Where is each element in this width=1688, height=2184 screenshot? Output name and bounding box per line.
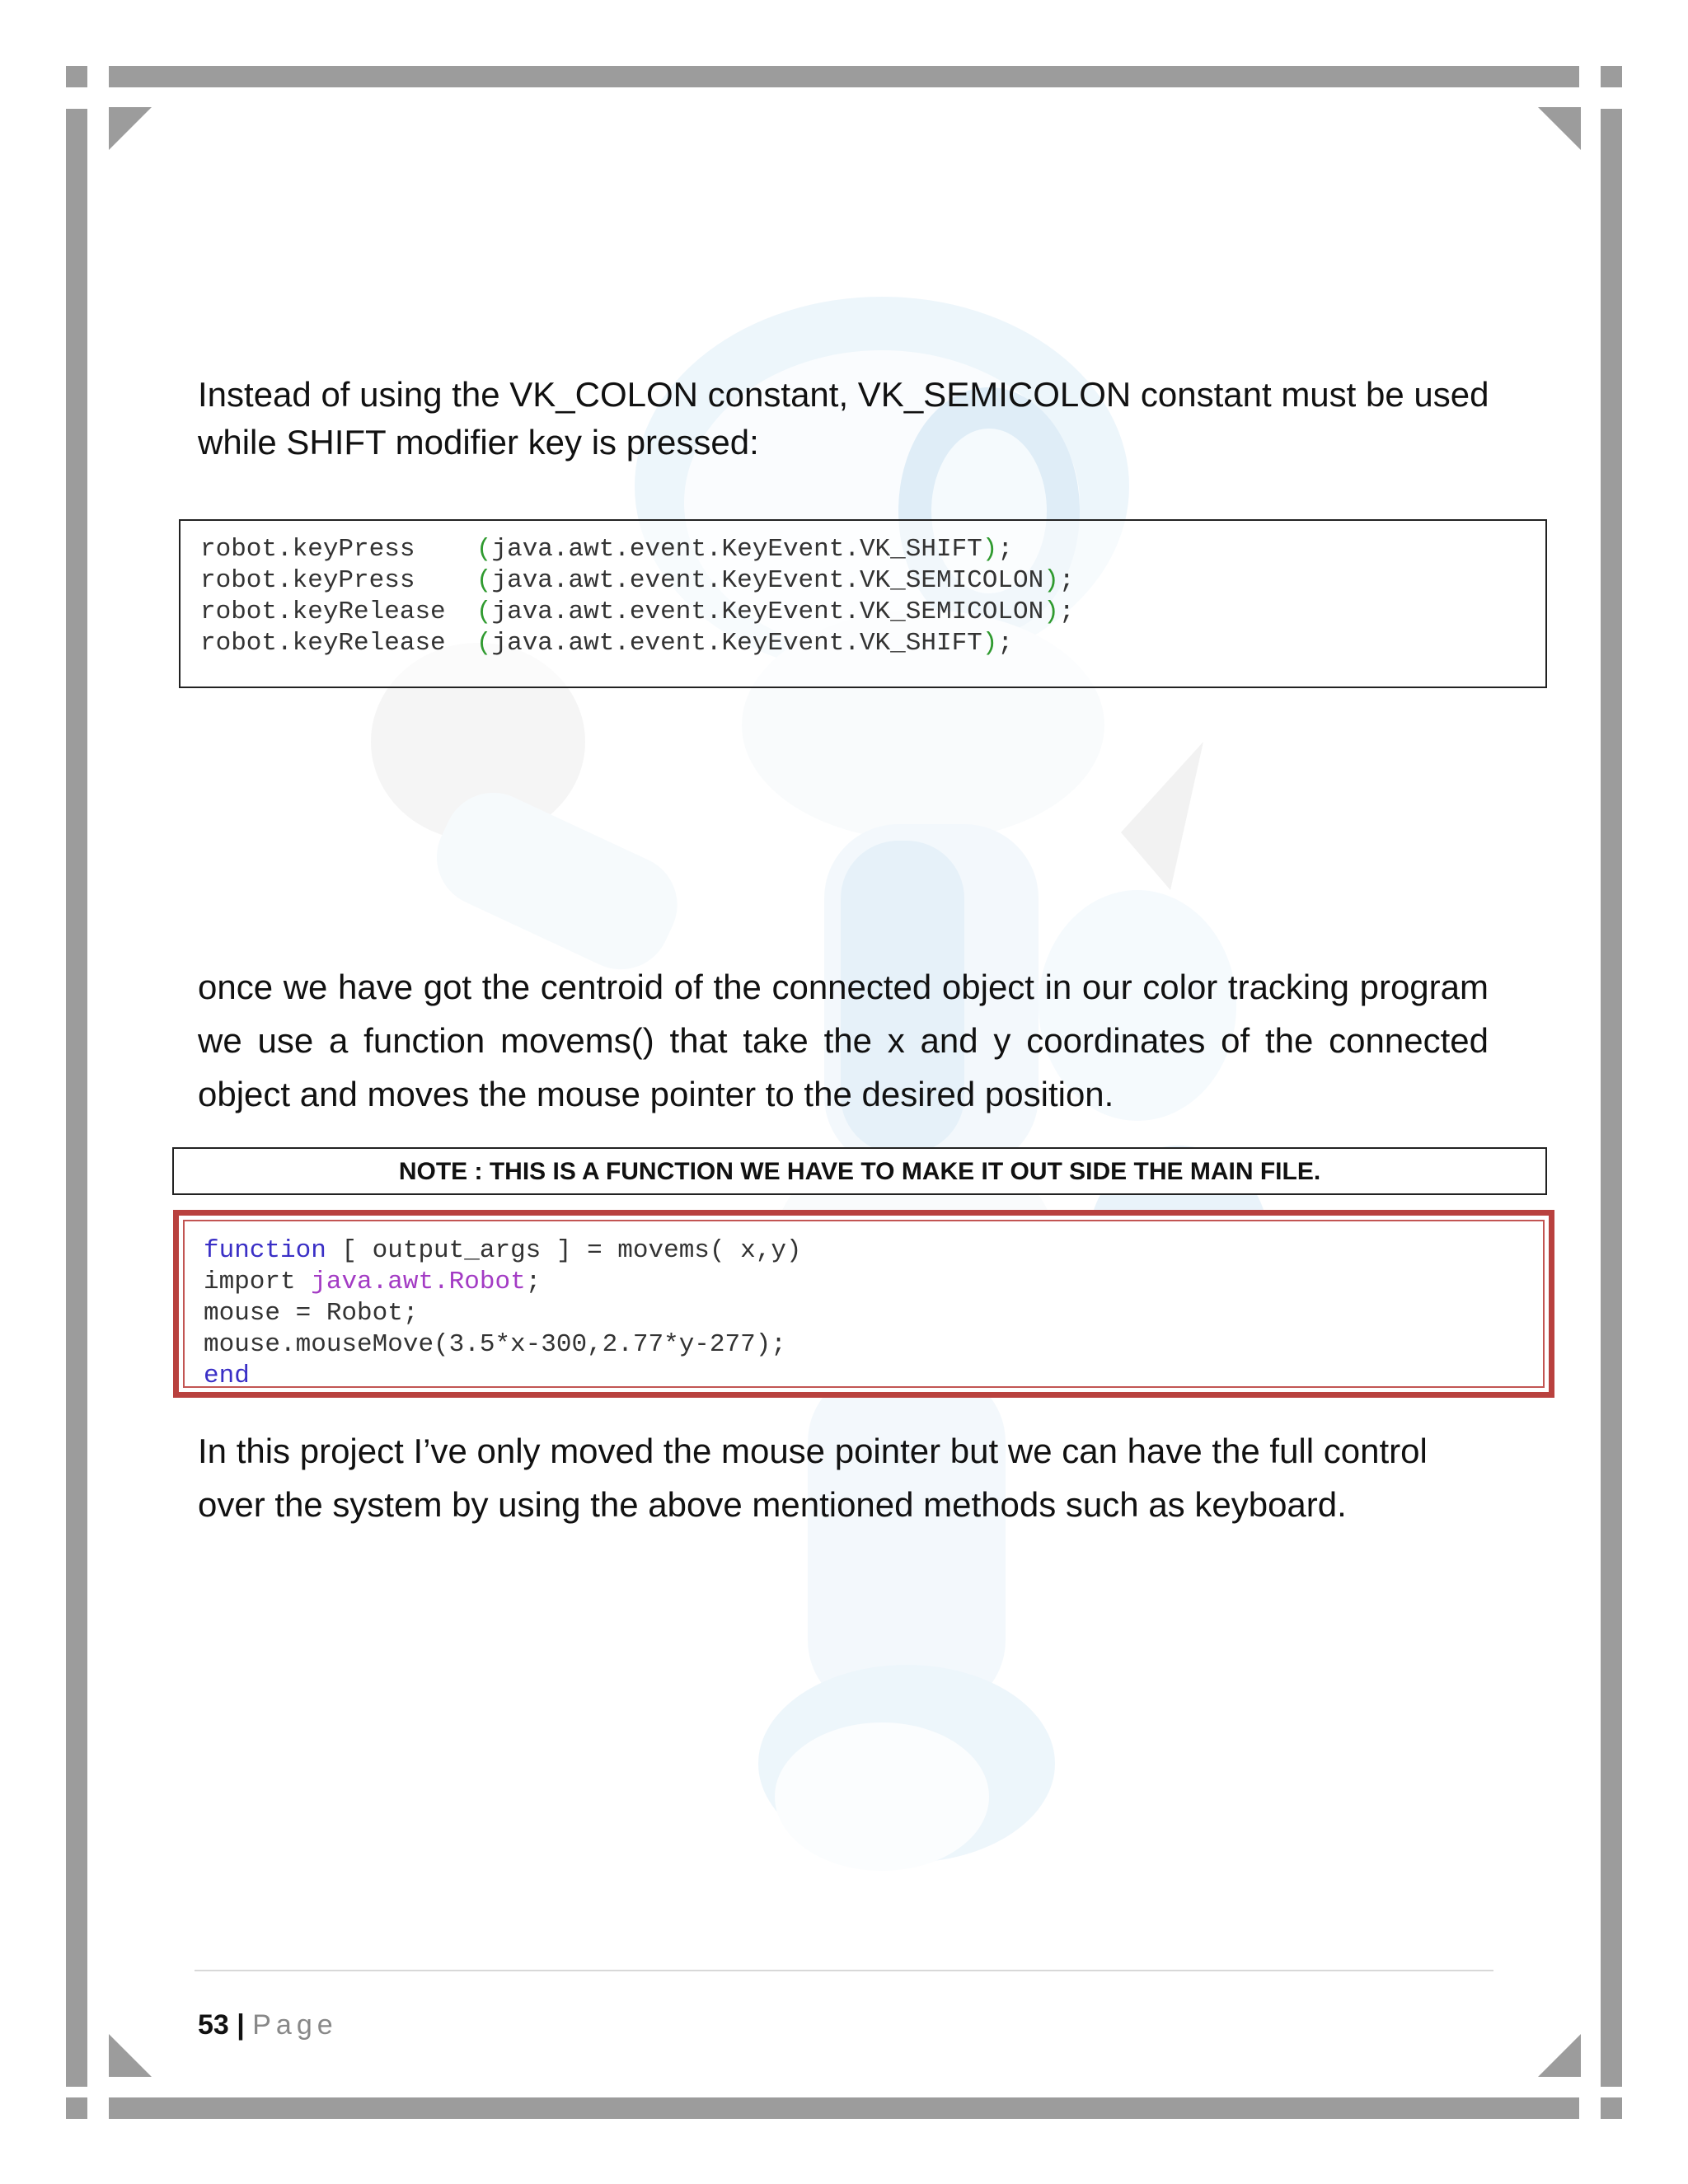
footer-rule — [195, 1970, 1493, 1971]
code-arg: java.awt.event.KeyEvent.VK_SHIFT — [491, 629, 982, 658]
code-line — [204, 1267, 802, 1298]
frame-left-bar — [66, 109, 87, 2087]
function-code-text — [204, 1235, 802, 1392]
conclusion-paragraph: In this project I’ve only moved the mouse pointer but we can have the full control over the system by using the above mentioned methods such as keyboard. — [198, 1432, 1428, 1524]
code-line — [204, 1235, 802, 1267]
paren-close: ) — [1043, 566, 1059, 595]
code-arg: java.awt.event.KeyEvent.VK_SEMICOLON — [491, 598, 1044, 626]
frame-corner-triangle-bl — [109, 2034, 152, 2077]
frame-corner-square-tl — [66, 66, 87, 87]
page-footer — [198, 2009, 338, 2041]
code-text: mouse.mouseMove(3.5*x-300,2.77*y-277); — [204, 1330, 786, 1359]
code-line — [204, 1329, 802, 1361]
frame-corner-square-tr — [1601, 66, 1622, 87]
code-text: mouse = Robot; — [204, 1299, 419, 1328]
code-method: robot.keyPress — [200, 566, 415, 595]
keyword-function: function — [204, 1236, 326, 1265]
intro-paragraph: Instead of using the VK_COLON constant, VK_SEMICOLON constant must be used while SHIFT modifier key is pressed: — [198, 375, 1489, 462]
code-method: robot.keyPress — [200, 535, 415, 564]
paren-close: ) — [1043, 598, 1059, 626]
paren-open: ( — [476, 629, 492, 658]
code-line — [204, 1361, 802, 1392]
keyword-end: end — [204, 1361, 250, 1390]
footer-separator: | — [237, 2009, 245, 2041]
note-box: NOTE : THIS IS A FUNCTION WE HAVE TO MAKE IT OUT SIDE THE MAIN FILE. — [172, 1147, 1547, 1195]
code-pad — [415, 535, 476, 564]
code-text: ; — [525, 1268, 542, 1296]
code-text: [ output_args ] = movems( x,y) — [326, 1236, 802, 1265]
code-pad — [446, 629, 476, 658]
frame-corner-triangle-tl — [109, 107, 152, 150]
code-line: robot.keyPress (java.awt.event.KeyEvent.VK_SHIFT); — [200, 535, 1013, 564]
code-arg: java.awt.event.KeyEvent.VK_SEMICOLON — [491, 566, 1044, 595]
key-code-block — [179, 519, 1547, 688]
code-line: robot.keyPress (java.awt.event.KeyEvent.VK_SEMICOLON); — [200, 566, 1075, 595]
code-method: robot.keyRelease — [200, 598, 446, 626]
page-number: 53 — [198, 2009, 229, 2041]
code-method: robot.keyRelease — [200, 629, 446, 658]
frame-bottom-bar — [109, 2097, 1579, 2119]
paren-open: ( — [476, 598, 492, 626]
paren-open: ( — [476, 535, 492, 564]
frame-corner-square-br — [1601, 2097, 1622, 2119]
page-label: Page — [252, 2009, 338, 2041]
code-pad — [446, 598, 476, 626]
code-line — [204, 1298, 802, 1329]
keyword-import: import — [204, 1268, 312, 1296]
function-code-block — [173, 1210, 1554, 1398]
paren-close: ) — [982, 629, 998, 658]
code-pad — [415, 566, 476, 595]
code-line: robot.keyRelease (java.awt.event.KeyEvent.VK_SHIFT); — [200, 629, 1013, 658]
centroid-paragraph: once we have got the centroid of the connected object in our color tracking program we use a function movems() that take the x and y coordinates of the connected object and moves the mouse pointer to the desired position. — [198, 968, 1489, 1113]
import-target: java.awt.Robot — [311, 1268, 526, 1296]
code-arg: java.awt.event.KeyEvent.VK_SHIFT — [491, 535, 982, 564]
frame-corner-triangle-tr — [1538, 107, 1581, 150]
frame-right-bar — [1601, 109, 1622, 2087]
code-line: robot.keyRelease (java.awt.event.KeyEvent.VK_SEMICOLON); — [200, 598, 1075, 626]
frame-corner-triangle-br — [1538, 2034, 1581, 2077]
paren-open: ( — [476, 566, 492, 595]
frame-corner-square-bl — [66, 2097, 87, 2119]
paren-close: ) — [982, 535, 998, 564]
frame-top-bar — [109, 66, 1579, 87]
